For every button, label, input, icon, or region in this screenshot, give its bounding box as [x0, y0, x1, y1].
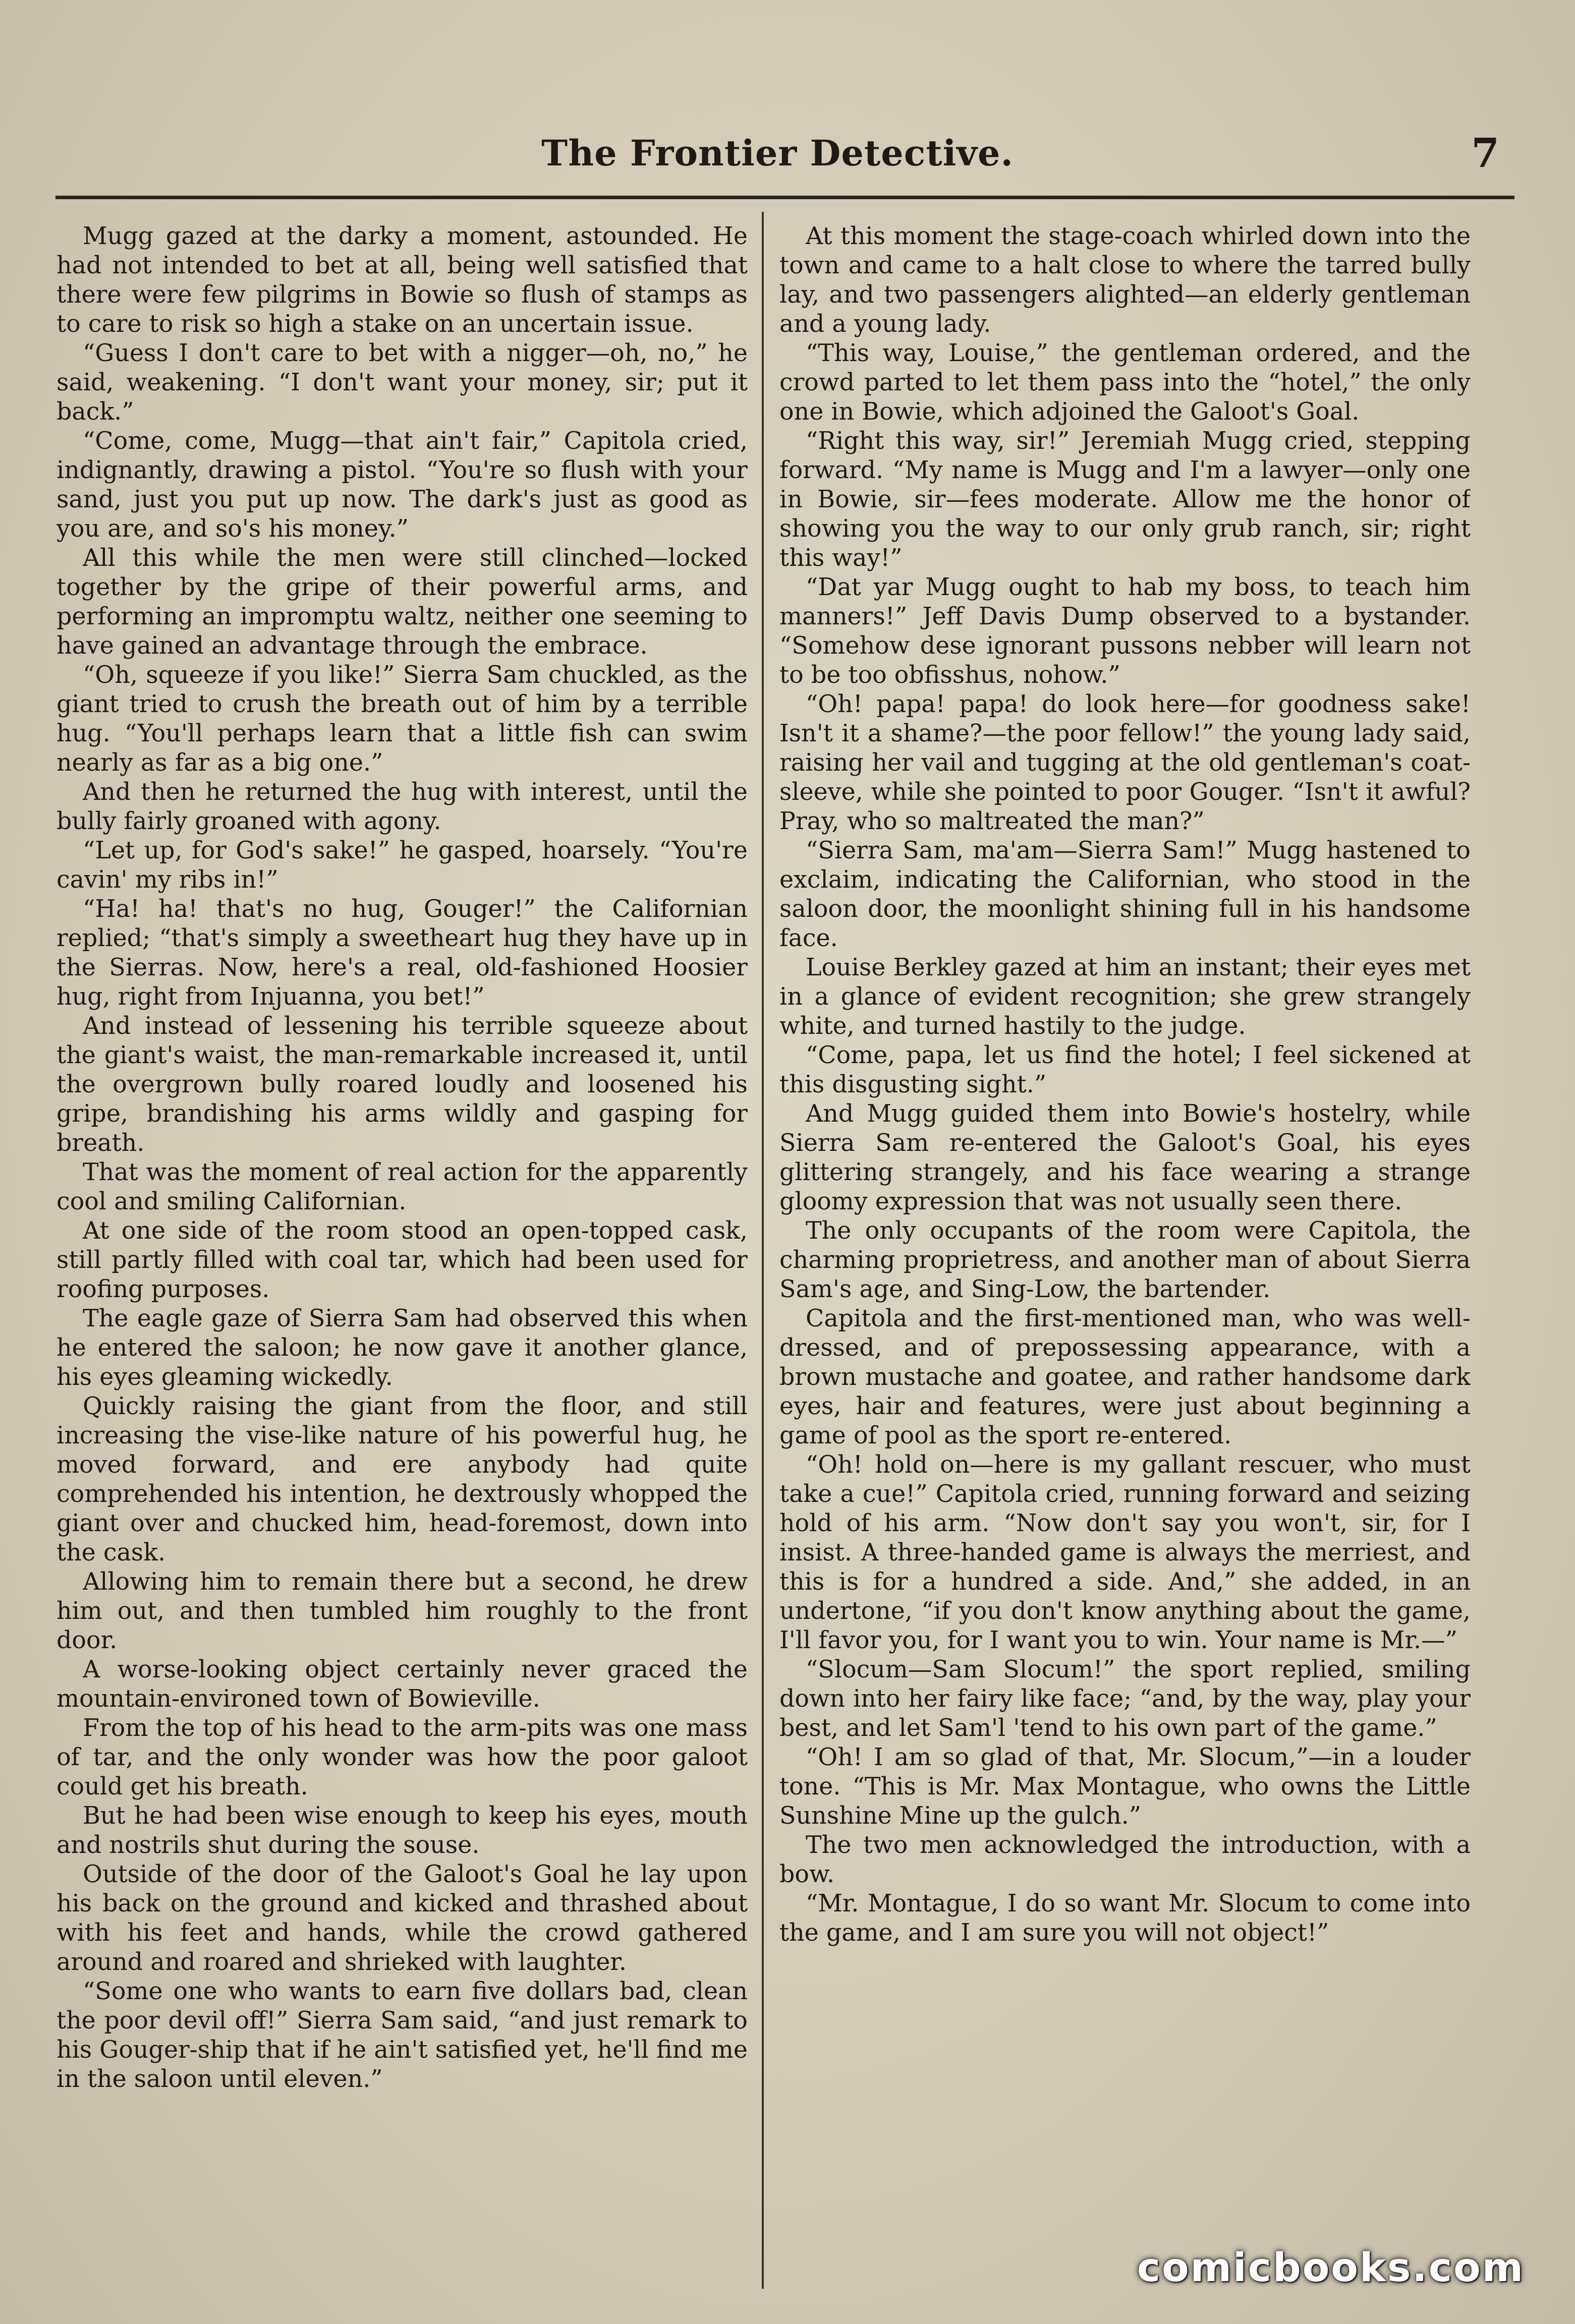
paragraph: Capitola and the first-mentioned man, who was well-dressed, and of prepossessing appearance, with a brown mustache and goatee, and rather handsome dark eyes, hair and features, were just about beginning a game of pool as the sport re-entered. [779, 1305, 1471, 1449]
paragraph: The eagle gaze of Sierra Sam had observed this when he entered the saloon; he now gave it another glance, his eyes gleaming wickedly. [57, 1305, 748, 1391]
paragraph: “This way, Louise,” the gentleman ordered, and the crowd parted to let them pass into the “hotel,” the only one in Bowie, which adjoined the Galoot's Goal. [779, 339, 1471, 426]
column-divider [762, 212, 764, 2289]
paragraph: Outside of the door of the Galoot's Goal he lay upon his back on the ground and kicked and thrashed about with his feet and hands, while the crowd gathered around and roared and shrieked with laughter. [57, 1861, 748, 1976]
paragraph: Quickly raising the giant from the floor, and still increasing the vise-like nature of his powerful hug, he moved forward, and ere anybody had quite comprehended his intention, he dextrously whopped the giant over and chucked him, head-foremost, down into the cask. [57, 1392, 748, 1566]
running-header [55, 129, 1499, 183]
paragraph: And instead of lessening his terrible squeeze about the giant's waist, the man-remarkable increased it, until the overgrown bully roared loudly and loosened his gripe, brandishing his arms wildly and gasping for breath. [57, 1012, 748, 1157]
paragraph: But he had been wise enough to keep his eyes, mouth and nostrils shut during the souse. [57, 1802, 748, 1859]
paragraph: “Mr. Montague, I do so want Mr. Slocum to come into the game, and I am sure you will not object!” [779, 1890, 1471, 1947]
header-rule [55, 196, 1514, 199]
paragraph: “Dat yar Mugg ought to hab my boss, to teach him manners!” Jeff Davis Dump observed to a bystander. “Somehow dese ignorant pussons nebber will learn not to be too obfisshus, nohow.” [779, 573, 1471, 689]
paragraph: And Mugg guided them into Bowie's hostelry, while Sierra Sam re-entered the Galoot's Goal, his eyes glittering strangely, and his face wearing a strange gloomy expression that was not usually seen there. [779, 1100, 1471, 1215]
paragraph: “Slocum—Sam Slocum!” the sport replied, smiling down into her fairy like face; “and, by the way, play your best, and let Sam'l 'tend to his own part of the game.” [779, 1656, 1471, 1742]
paragraph: “Come, come, Mugg—that ain't fair,” Capitola cried, indignantly, drawing a pistol. “You're so flush with your sand, just you put up now. The dark's just as good as you are, and so's his money.” [57, 427, 748, 543]
paragraph: At one side of the room stood an open-topped cask, still partly filled with coal tar, which had been used for roofing purposes. [57, 1217, 748, 1303]
left-column [57, 222, 748, 2299]
paragraph: “Let up, for God's sake!” he gasped, hoarsely. “You're cavin' my ribs in!” [57, 837, 748, 894]
paragraph: “Oh! papa! papa! do look here—for goodness sake! Isn't it a shame?—the poor fellow!” the young lady said, raising her vail and tugging at the old gentleman's coat-sleeve, while she pointed to poor Gouger. “Isn't it awful? Pray, who so maltreated the man?” [779, 690, 1471, 835]
paragraph: “Ha! ha! that's no hug, Gouger!” the Californian replied; “that's simply a sweetheart hug they have up in the Sierras. Now, here's a real, old-fashioned Hoosier hug, right from Injuanna, you bet!” [57, 895, 748, 1011]
paragraph: From the top of his head to the arm-pits was one mass of tar, and the only wonder was how the poor galoot could get his breath. [57, 1714, 748, 1800]
paragraph: Mugg gazed at the darky a moment, astounded. He had not intended to bet at all, being well satisfied that there were few pilgrims in Bowie so flush of stamps as to care to risk so high a stake on an uncertain issue. [57, 222, 748, 338]
site-watermark: comicbooks.com [1137, 2245, 1525, 2291]
running-title: The Frontier Detective. [541, 132, 1014, 174]
paragraph: “Come, papa, let us find the hotel; I feel sickened at this disgusting sight.” [779, 1041, 1471, 1098]
paragraph: The only occupants of the room were Capitola, the charming proprietress, and another man of about Sierra Sam's age, and Sing-Low, the bartender. [779, 1217, 1471, 1303]
paragraph: “Oh, squeeze if you like!” Sierra Sam chuckled, as the giant tried to crush the breath out of him by a terrible hug. “You'll perhaps learn that a little fish can swim nearly as far as a big one.” [57, 661, 748, 777]
paragraph: The two men acknowledged the introduction, with a bow. [779, 1831, 1471, 1888]
paragraph: “Oh! I am so glad of that, Mr. Slocum,”—in a louder tone. “This is Mr. Max Montague, who owns the Little Sunshine Mine up the gulch.” [779, 1744, 1471, 1830]
page-number: 7 [1471, 129, 1499, 177]
paragraph: Allowing him to remain there but a second, he drew him out, and then tumbled him roughly to the front door. [57, 1568, 748, 1654]
paragraph: “Guess I don't care to bet with a nigger—oh, no,” he said, weakening. “I don't want your money, sir; put it back.” [57, 339, 748, 426]
paragraph: At this moment the stage-coach whirled down into the town and came to a halt close to where the tarred bully lay, and two passengers alighted—an elderly gentleman and a young lady. [779, 222, 1471, 338]
right-column [779, 222, 1471, 2299]
paragraph: That was the moment of real action for the apparently cool and smiling Californian. [57, 1158, 748, 1215]
paragraph: And then he returned the hug with interest, until the bully fairly groaned with agony. [57, 778, 748, 835]
paragraph: “Oh! hold on—here is my gallant rescuer, who must take a cue!” Capitola cried, running forward and seizing hold of his arm. “Now don't say you won't, sir, for I insist. A three-handed game is always the merriest, and this is for a hundred a side. And,” she added, in an undertone, “if you don't know anything about the game, I'll favor you, for I want you to win. Your name is Mr.—” [779, 1451, 1471, 1654]
paragraph: A worse-looking object certainly never graced the mountain-environed town of Bowieville. [57, 1656, 748, 1713]
paragraph: “Sierra Sam, ma'am—Sierra Sam!” Mugg hastened to exclaim, indicating the Californian, who stood in the saloon door, the moonlight shining full in his handsome face. [779, 837, 1471, 952]
paragraph: “Right this way, sir!” Jeremiah Mugg cried, stepping forward. “My name is Mugg and I'm a lawyer—only one in Bowie, sir—fees moderate. Allow me the honor of showing you the way to our only grub ranch, sir; right this way!” [779, 427, 1471, 572]
paragraph: Louise Berkley gazed at him an instant; their eyes met in a glance of evident recognition; she grew strangely white, and turned hastily to the judge. [779, 954, 1471, 1040]
paragraph: “Some one who wants to earn five dollars bad, clean the poor devil off!” Sierra Sam said, “and just remark to his Gouger-ship that if he ain't satisfied yet, he'll find me in the saloon until eleven.” [57, 1978, 748, 2093]
paragraph: All this while the men were still clinched—locked together by the gripe of their powerful arms, and performing an impromptu waltz, neither one seeming to have gained an advantage through the embrace. [57, 544, 748, 660]
